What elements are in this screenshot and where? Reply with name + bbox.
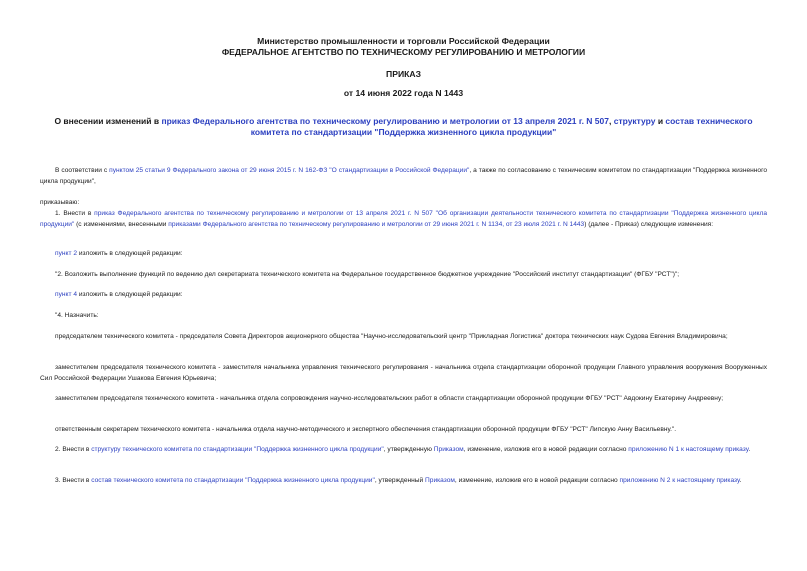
link-point-2[interactable]: пункт 2 — [55, 250, 77, 257]
title-link-committee-composition[interactable]: состав технического комитета по стандартизации "Поддержка жизненного цикла продукции" — [250, 116, 753, 137]
link-point-4[interactable]: пункт 4 — [55, 291, 77, 298]
item-3-paragraph: 3. Внести в состав технического комитета по стандартизации "Поддержка жизненного цикла продукции", утвержденный Приказом, изменение, изложив его в новой редакции согласно приложению N 2 к настоящему приказу. — [55, 477, 742, 484]
title-link-structure[interactable]: структуру — [613, 116, 656, 126]
preamble-link-federal-law[interactable]: пунктом 25 статьи 9 Федерального закона от 29 июня 2015 г. N 162-ФЗ "О стандартизации в Российской Федерации" — [109, 167, 470, 174]
preamble-paragraph: В соответствии с пунктом 25 статьи 9 Федерального закона от 29 июня 2015 г. N 162-ФЗ "О стандартизации в Российской Федерации", а также по согласованию с техническим комитетом по стандартизации "Поддержка жизненного цикла продукции", — [40, 167, 767, 185]
item-1-paragraph: 1. Внести в приказ Федерального агентства по техническому регулированию и метрологии от 13 апреля 2021 г. N 507 "Об организации деятельности технического комитета по стандартизации "Поддержка жизненного цикла продукции" (с изменениями, внесенными приказами Федерального агентства по техническому регулированию и метрологии от 29 июня 2021 г. N 1134, от 23 июля 2021 г. N 1443) (далее - Приказ) следующие изменения: — [40, 210, 767, 228]
item-1-link-amending-orders[interactable]: приказами Федерального агентства по техническому регулированию и метрологии от 29 июня 2021 г. N 1134, от 23 июля 2021 г. N 1443 — [168, 220, 585, 228]
item-2-link-structure[interactable]: структуру технического комитета по стандартизации "Поддержка жизненного цикла продукции" — [91, 446, 384, 453]
sub-1-paragraph: пункт 2 изложить в следующей редакции: — [55, 250, 183, 257]
document-date-number: от 14 июня 2022 года N 1443 — [343, 88, 464, 98]
document-type: ПРИКАЗ — [386, 69, 421, 79]
document-title: О внесении изменений в приказ Федерального агентства по техническому регулированию и метрологии от 13 апреля 2021 г. N 507, структуру и состав технического комитета по стандартизации "Поддержка жизненного цикла продукции" — [54, 116, 753, 137]
ministry-name: Министерство промышленности и торговли Российской Федерации — [257, 36, 550, 46]
quote-point-2: "2. Возложить выполнение функций по ведению дел секретариата технического комитета на Федеральное государственное бюджетное учреждение "Российский институт стандартизации" (ФГБУ "РСТ")"; — [55, 271, 680, 278]
item-2-link-appendix-1[interactable]: приложению N 1 к настоящему приказу — [628, 446, 749, 453]
sub-2-paragraph: пункт 4 изложить в следующей редакции: — [55, 291, 183, 298]
order-word: приказываю: — [40, 199, 80, 206]
quote-point-4: "4. Назначить: — [55, 312, 99, 319]
item-3-link-order[interactable]: Приказом — [425, 477, 455, 484]
item-3-link-appendix-2[interactable]: приложению N 2 к настоящему приказу — [619, 477, 740, 484]
agency-name: ФЕДЕРАЛЬНОЕ АГЕНТСТВО ПО ТЕХНИЧЕСКОМУ РЕГУЛИРОВАНИЮ И МЕТРОЛОГИИ — [221, 47, 586, 57]
item-2-link-order[interactable]: Приказом — [433, 446, 464, 453]
item-2-paragraph: 2. Внести в структуру технического комитета по стандартизации "Поддержка жизненного цикла продукции", утвержденную Приказом, изменение, изложив его в новой редакции согласно приложению N 1 к настоящему приказу. — [55, 446, 751, 453]
appointment-secretary: ответственным секретарем технического комитета - начальника отдела научно-методического и экспертного обеспечения стандартизации оборонной продукции ФГБУ "РСТ" Липскую Анну Васильевну.". — [55, 426, 677, 433]
title-link-order-507[interactable]: приказ Федерального агентства по техническому регулированию и метрологии от 13 апреля 2021 г. N 507 — [161, 116, 609, 126]
appointment-deputy-2: заместителем председателя технического комитета - начальника отдела сопровождения научно-исследовательских работ в области стандартизации оборонной продукции ФГБУ "РСТ" Авдокину Екатерину Андреевну; — [55, 395, 724, 402]
item-1-link-order-507[interactable]: приказ Федерального агентства по техническому регулированию и метрологии от 13 апреля 2021 г. N 507 "Об организации деятельности технического комитета по стандартизации "Поддержка жизненного цикла продукции" — [40, 210, 767, 228]
appointment-chairman: председателем технического комитета - председателя Совета Директоров акционерного общества "Научно-исследовательский центр "Прикладная Логистика" доктора технических наук Судова Евгения Владимировича; — [55, 333, 728, 340]
item-3-link-composition[interactable]: состав технического комитета по стандартизации "Поддержка жизненного цикла продукции" — [91, 477, 375, 484]
appointment-deputy-1: заместителем председателя технического комитета - заместителя начальника управления технического регулирования - начальника отдела стандартизации оборонной продукции Главного управления вооружения Вооруженных Сил Российской Федерации Ушакова Евгения Юрьевича; — [40, 364, 767, 382]
